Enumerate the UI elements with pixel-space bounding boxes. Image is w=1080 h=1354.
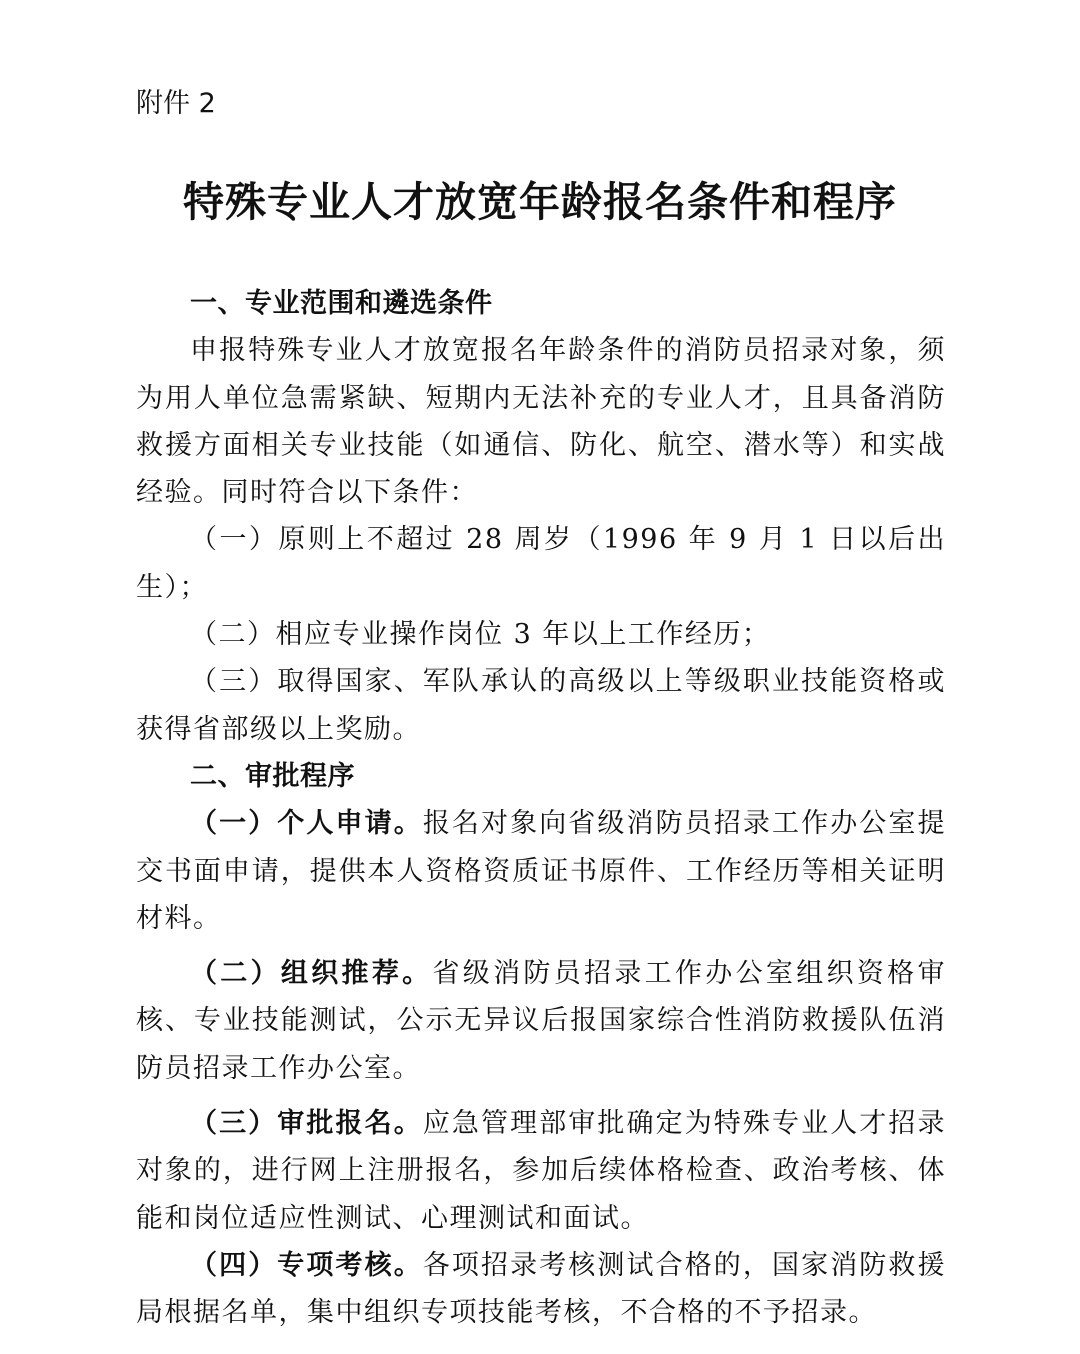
document-body: [136, 280, 946, 1337]
step-2: [136, 950, 946, 1092]
condition-2: （二）相应专业操作岗位 3 年以上工作经历；: [190, 619, 771, 651]
attachment-label: 附件 2: [136, 88, 216, 119]
step-3-text: 应急管理部审批确定为特殊专业人才招录对象的，进行网上注册报名，参加后续体格检查、政治考核、体能和岗位适应性测试、心理测试和面试。: [136, 1108, 947, 1234]
step-1-lead: （一）个人申请。: [190, 808, 423, 840]
section-2-heading: 二、审批程序: [190, 760, 355, 792]
section-1-heading: 一、专业范围和遴选条件: [190, 288, 493, 319]
step-4-text: 各项招录考核测试合格的，国家消防救援局根据名单，集中组织专项技能考核，不合格的不予招录。: [136, 1249, 947, 1329]
step-3-lead: （三）审批报名。: [190, 1108, 423, 1140]
step-1: [136, 800, 946, 942]
step-4: [136, 1242, 946, 1337]
step-2-lead: （二）组织推荐。: [190, 958, 433, 990]
step-1-text: 报名对象向省级消防员招录工作办公室提交书面申请，提供本人资格资质证书原件、工作经历等相关证明材料。: [136, 808, 947, 934]
condition-1: （一）原则上不超过 28 周岁（1996 年 9 月 1 日以后出生）；: [136, 524, 946, 603]
document-title: 特殊专业人才放宽年龄报名条件和程序: [183, 178, 897, 226]
step-2-text: 省级消防员招录工作办公室组织资格审核、专业技能测试，公示无异议后报国家综合性消防救援队伍消防员招录工作办公室。: [136, 958, 946, 1084]
section-1-intro: 申报特殊专业人才放宽报名年龄条件的消防员招录对象，须为用人单位急需紧缺、短期内无法补充的专业人才，且具备消防救援方面相关专业技能（如通信、防化、航空、潜水等）和实战经验。同时符合以下条件：: [136, 335, 946, 509]
condition-3: （三）取得国家、军队承认的高级以上等级职业技能资格或获得省部级以上奖励。: [136, 666, 946, 745]
step-3: [136, 1100, 946, 1242]
step-4-lead: （四）专项考核。: [190, 1249, 423, 1281]
